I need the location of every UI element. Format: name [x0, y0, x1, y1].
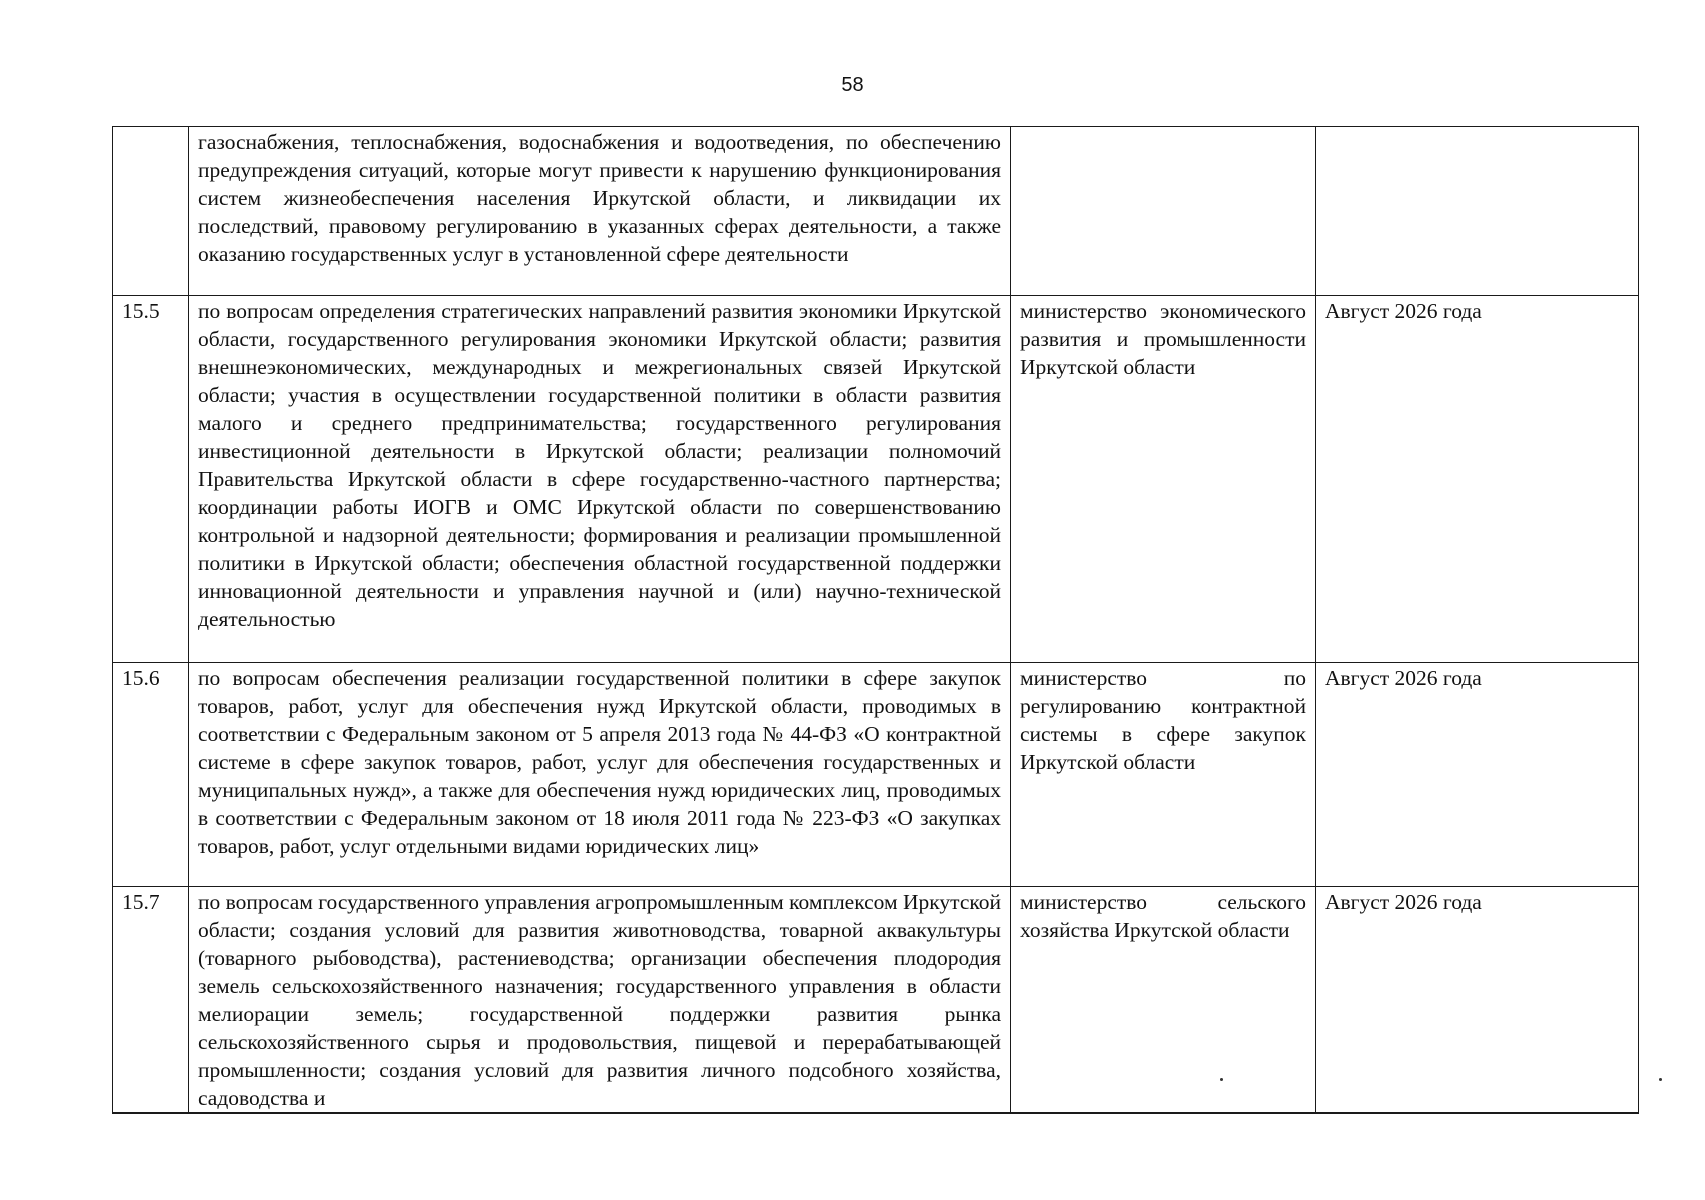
table-row [113, 887, 1639, 1113]
plan-table [112, 126, 1639, 1113]
row-deadline: Август 2026 года [1316, 887, 1639, 1113]
row-description: по вопросам определения стратегических направлений развития экономики Иркутской области, государственного регулирования экономики Иркутской области; развития внешнеэкономических, международных и межрегиональных связей Иркутской области; участия в осуществлении государственной политики в области развития малого и среднего предпринимательства; государственного регулирования инвестиционной деятельности в Иркутской области; реализации полномочий Правительства Иркутской области в сфере государственно-частного партнерства; координации работы ИОГВ и ОМС Иркутской области по совершенствованию контрольной и надзорной деятельности; формирования и реализации промышленной политики в Иркутской области; обеспечения областной государственной поддержки инновационной деятельности и управления научной и (или) научно-технической деятельностью [189, 296, 1011, 663]
table-row [113, 663, 1639, 887]
row-description: по вопросам обеспечения реализации государственной политики в сфере закупок товаров, работ, услуг для обеспечения нужд Иркутской области, проводимых в соответствии с Федеральным законом от 5 апреля 2013 года № 44-ФЗ «О контрактной системе в сфере закупок товаров, работ, услуг для обеспечения государственных и муниципальных нужд», а также для обеспечения нужд юридических лиц, проводимых в соответствии с Федеральным законом от 18 июля 2011 года № 223-ФЗ «О закупках товаров, работ, услуг отдельными видами юридических лиц» [189, 663, 1011, 887]
row-deadline: Август 2026 года [1316, 296, 1639, 663]
row-description: газоснабжения, теплоснабжения, водоснабжения и водоотведения, по обеспечению предупреждения ситуаций, которые могут привести к нарушению функционирования систем жизнеобеспечения населения Иркутской области, и ликвидации их последствий, правовому регулированию в указанных сферах деятельности, а также оказанию государственных услуг в установленной сфере деятельности [189, 127, 1011, 296]
row-number: 15.7 [113, 887, 189, 1113]
row-deadline: Август 2026 года [1316, 663, 1639, 887]
table-row [113, 296, 1639, 663]
row-number: 15.5 [113, 296, 189, 663]
scan-speck [1659, 1078, 1662, 1081]
table-bottom-border [112, 1112, 1639, 1114]
row-number [113, 127, 189, 296]
page-bottom-margin [0, 1114, 1705, 1200]
row-organization: министерство экономического развития и промышленности Иркутской области [1011, 296, 1316, 663]
scan-speck [1220, 1078, 1223, 1081]
row-organization: министерство по регулированию контрактной системы в сфере закупок Иркутской области [1011, 663, 1316, 887]
row-deadline [1316, 127, 1639, 296]
row-description: по вопросам государственного управления агропромышленным комплексом Иркутской области; создания условий для развития животноводства, товарной аквакультуры (товарного рыбоводства), растениеводства; организации обеспечения плодородия земель сельскохозяйственного назначения; государственного управления в области мелиорации земель; государственной поддержки развития рынка сельскохозяйственного сырья и продовольствия, пищевой и перерабатывающей промышленности; создания условий для развития личного подсобного хозяйства, садоводства и [189, 887, 1011, 1113]
row-organization: министерство сельского хозяйства Иркутской области [1011, 887, 1316, 1113]
page-number: 58 [841, 74, 864, 96]
table-row [113, 127, 1639, 296]
row-number: 15.6 [113, 663, 189, 887]
row-organization [1011, 127, 1316, 296]
